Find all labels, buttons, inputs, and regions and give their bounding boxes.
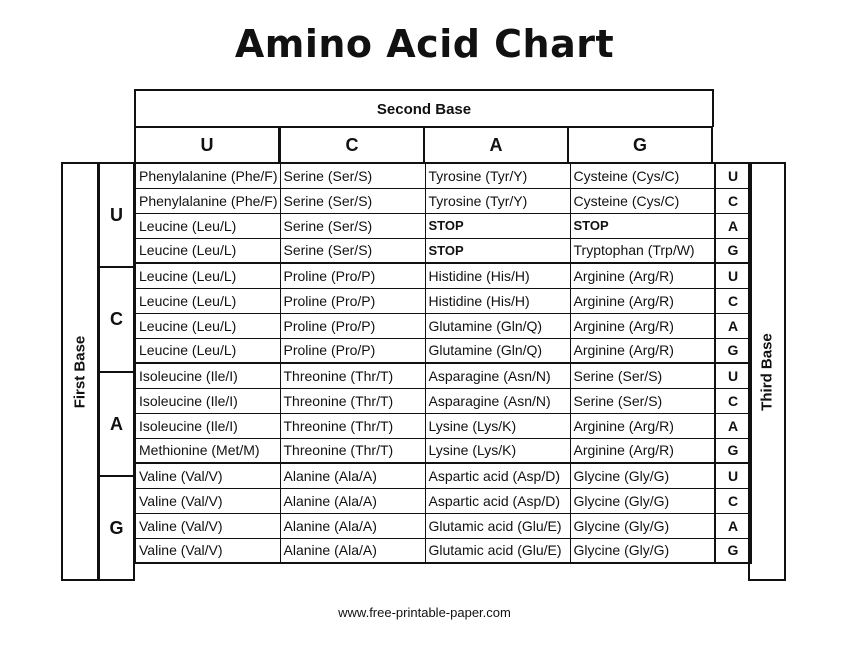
amino-acid-cell: Cysteine (Cys/C) [570, 188, 715, 213]
amino-acid-cell: Histidine (His/H) [425, 288, 570, 313]
amino-acid-cell: Arginine (Arg/R) [570, 338, 715, 363]
table-row [135, 538, 751, 563]
amino-acid-cell: STOP [570, 213, 715, 238]
amino-acid-cell: Isoleucine (Ile/I) [135, 413, 280, 438]
amino-acid-cell: Methionine (Met/M) [135, 438, 280, 463]
amino-acid-cell: Glycine (Gly/G) [570, 513, 715, 538]
amino-acid-cell: Arginine (Arg/R) [570, 313, 715, 338]
amino-acid-cell: Proline (Pro/P) [280, 313, 425, 338]
amino-acid-cell: Leucine (Leu/L) [135, 338, 280, 363]
amino-acid-cell: Serine (Ser/S) [280, 213, 425, 238]
amino-acid-cell: Isoleucine (Ile/I) [135, 363, 280, 388]
amino-acid-cell: Phenylalanine (Phe/F) [135, 163, 280, 188]
third-base-cell: C [715, 288, 751, 313]
amino-acid-cell: Lysine (Lys/K) [425, 438, 570, 463]
table-row [135, 338, 751, 363]
third-base-label: Third Base [758, 332, 776, 411]
amino-acid-cell: STOP [425, 238, 570, 263]
amino-acid-cell: Glutamine (Gln/Q) [425, 313, 570, 338]
amino-acid-cell: Leucine (Leu/L) [135, 238, 280, 263]
third-base-cell: C [715, 488, 751, 513]
third-base-cell: U [715, 363, 751, 388]
amino-acid-cell: Serine (Ser/S) [280, 238, 425, 263]
codon-table [134, 162, 752, 564]
amino-acid-cell: Arginine (Arg/R) [570, 263, 715, 288]
third-base-cell: C [715, 188, 751, 213]
table-row [135, 513, 751, 538]
table-row [135, 413, 751, 438]
amino-acid-cell: Alanine (Ala/A) [280, 513, 425, 538]
amino-acid-cell: Threonine (Thr/T) [280, 388, 425, 413]
amino-acid-cell: Leucine (Leu/L) [135, 288, 280, 313]
first-base-c: C [98, 266, 135, 373]
amino-acid-cell: STOP [425, 213, 570, 238]
amino-acid-cell: Aspartic acid (Asp/D) [425, 463, 570, 488]
amino-acid-cell: Lysine (Lys/K) [425, 413, 570, 438]
amino-acid-cell: Threonine (Thr/T) [280, 413, 425, 438]
amino-acid-cell: Valine (Val/V) [135, 513, 280, 538]
table-row [135, 163, 751, 188]
table-row [135, 388, 751, 413]
amino-acid-cell: Arginine (Arg/R) [570, 288, 715, 313]
amino-acid-cell: Glycine (Gly/G) [570, 463, 715, 488]
amino-acid-cell: Tyrosine (Tyr/Y) [425, 188, 570, 213]
first-base-label: First Base [71, 335, 89, 408]
amino-acid-cell: Serine (Ser/S) [280, 188, 425, 213]
third-base-cell: U [715, 263, 751, 288]
amino-acid-cell: Glycine (Gly/G) [570, 538, 715, 563]
amino-acid-cell: Threonine (Thr/T) [280, 438, 425, 463]
third-base-cell: G [715, 438, 751, 463]
amino-acid-cell: Valine (Val/V) [135, 488, 280, 513]
amino-acid-cell: Arginine (Arg/R) [570, 413, 715, 438]
table-row [135, 188, 751, 213]
amino-acid-cell: Isoleucine (Ile/I) [135, 388, 280, 413]
third-base-cell: A [715, 413, 751, 438]
amino-acid-cell: Valine (Val/V) [135, 463, 280, 488]
amino-acid-cell: Aspartic acid (Asp/D) [425, 488, 570, 513]
table-row [135, 488, 751, 513]
table-row [135, 288, 751, 313]
amino-acid-cell: Serine (Ser/S) [280, 163, 425, 188]
second-base-header: Second Base [134, 89, 714, 127]
third-base-label-box [748, 162, 786, 581]
third-base-cell: C [715, 388, 751, 413]
table-row [135, 213, 751, 238]
third-base-cell: U [715, 463, 751, 488]
third-base-cell: A [715, 513, 751, 538]
amino-acid-cell: Cysteine (Cys/C) [570, 163, 715, 188]
amino-acid-cell: Leucine (Leu/L) [135, 313, 280, 338]
second-base-col-g: G [567, 126, 713, 164]
page-title: Amino Acid Chart [234, 22, 615, 66]
first-base-a: A [98, 371, 135, 477]
table-row [135, 313, 751, 338]
amino-acid-cell: Histidine (His/H) [425, 263, 570, 288]
third-base-cell: G [715, 538, 751, 563]
second-base-col-u: U [134, 126, 280, 164]
amino-acid-cell: Glutamic acid (Glu/E) [425, 538, 570, 563]
amino-acid-cell: Alanine (Ala/A) [280, 488, 425, 513]
table-row [135, 263, 751, 288]
amino-acid-cell: Proline (Pro/P) [280, 263, 425, 288]
amino-acid-cell: Tryptophan (Trp/W) [570, 238, 715, 263]
table-row [135, 438, 751, 463]
amino-acid-cell: Valine (Val/V) [135, 538, 280, 563]
table-row [135, 463, 751, 488]
amino-acid-cell: Tyrosine (Tyr/Y) [425, 163, 570, 188]
amino-acid-cell: Asparagine (Asn/N) [425, 388, 570, 413]
amino-acid-cell: Threonine (Thr/T) [280, 363, 425, 388]
third-base-cell: U [715, 163, 751, 188]
amino-acid-cell: Serine (Ser/S) [570, 388, 715, 413]
amino-acid-cell: Arginine (Arg/R) [570, 438, 715, 463]
second-base-col-c: C [279, 126, 425, 164]
first-base-g: G [98, 475, 135, 581]
table-row [135, 238, 751, 263]
third-base-cell: A [715, 213, 751, 238]
amino-acid-cell: Proline (Pro/P) [280, 338, 425, 363]
amino-acid-cell: Leucine (Leu/L) [135, 213, 280, 238]
amino-acid-cell: Asparagine (Asn/N) [425, 363, 570, 388]
third-base-cell: A [715, 313, 751, 338]
amino-acid-cell: Glycine (Gly/G) [570, 488, 715, 513]
amino-acid-cell: Glutamic acid (Glu/E) [425, 513, 570, 538]
amino-acid-cell: Alanine (Ala/A) [280, 463, 425, 488]
footer-url: www.free-printable-paper.com [338, 605, 511, 620]
amino-acid-cell: Proline (Pro/P) [280, 288, 425, 313]
third-base-cell: G [715, 238, 751, 263]
first-base-label-box [61, 162, 99, 581]
first-base-u: U [98, 162, 135, 268]
second-base-col-a: A [423, 126, 569, 164]
amino-acid-cell: Serine (Ser/S) [570, 363, 715, 388]
amino-acid-cell: Alanine (Ala/A) [280, 538, 425, 563]
amino-acid-cell: Glutamine (Gln/Q) [425, 338, 570, 363]
table-row [135, 363, 751, 388]
amino-acid-cell: Leucine (Leu/L) [135, 263, 280, 288]
amino-acid-cell: Phenylalanine (Phe/F) [135, 188, 280, 213]
third-base-cell: G [715, 338, 751, 363]
